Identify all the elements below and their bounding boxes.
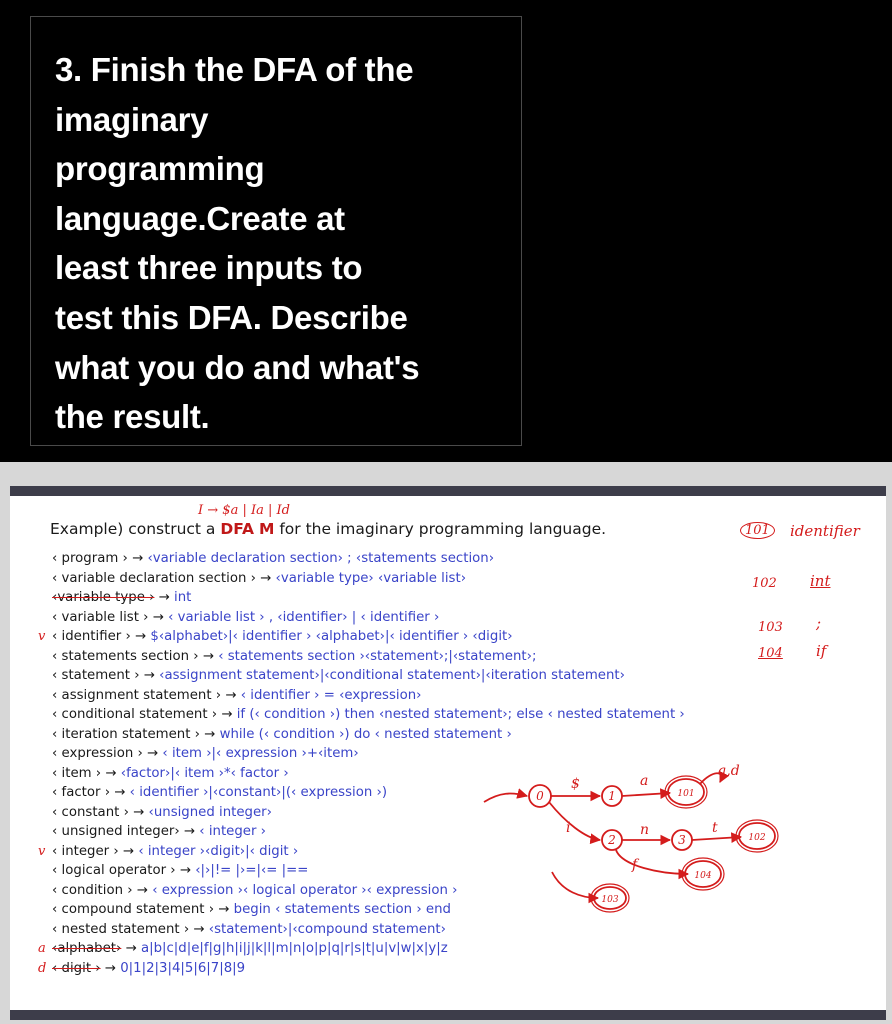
rule-lhs: ‹ integer › [52, 843, 119, 859]
rule-lhs: ‹ digit › [52, 960, 101, 976]
dfa-state-label-3: 3 [678, 833, 686, 847]
dfa-edge-label-dollar: $ [571, 776, 580, 792]
token-code-101: 101 [740, 522, 775, 539]
rule-lhs: ‹ nested statement › [52, 921, 190, 937]
dfa-state-label-103: 103 [601, 895, 619, 905]
rule-lhs: ‹ constant › [52, 804, 129, 820]
rule-arrow: → [142, 746, 163, 761]
dfa-edge-1-101 [622, 793, 670, 796]
dfa-state-label-104: 104 [694, 871, 712, 881]
rule-lhs: ‹ factor › [52, 785, 111, 800]
rule-rhs: ‹statement›|‹compound statement› [208, 921, 446, 937]
dfa-state-label-101: 101 [677, 789, 695, 799]
token-word-semicolon: ; [816, 614, 822, 632]
question-line: test this DFA. Describe [55, 298, 408, 336]
rule-lhs: ‹ iteration statement › [52, 726, 200, 742]
dfa-edge-0-2 [549, 802, 600, 840]
dfa-edge-label-a: a [640, 773, 649, 789]
rule-lhs: ‹ program › [52, 551, 128, 566]
rule-arrow: → [199, 726, 220, 742]
question-box [30, 16, 522, 446]
rule-lhs: ‹ item › [52, 765, 102, 781]
rule-lhs: ‹ variable declaration section › [52, 570, 256, 586]
rule-lhs: ‹ statement › [52, 668, 140, 683]
rule-arrow: → [154, 590, 175, 605]
token-code-104: 104 [758, 646, 783, 661]
rule-lhs: ‹ statements section › [52, 648, 199, 664]
rule-rhs: ‹ statements section ›‹statement›;|‹statement›; [218, 648, 537, 664]
question-line: language.Create at [55, 199, 345, 237]
token-word-int: int [810, 572, 831, 590]
rule-arrow: → [255, 570, 276, 586]
rule-rhs: ‹variable type› ‹variable list› [275, 570, 467, 586]
rule-arrow: → [121, 941, 141, 956]
dfa-state-label-2: 2 [608, 833, 616, 847]
rule-rhs: ‹factor›|‹ item ›*‹ factor › [120, 765, 289, 781]
rule-arrow: → [127, 551, 148, 566]
dfa-edge-label-n: n [640, 822, 650, 838]
rule-rhs: a|b|c|d|e|f|g|h|i|j|k|l|m|n|o|p|q|r|s|t|u|v|w|x|y|z [140, 941, 448, 956]
handwritten-grammar-note: I → $a | Ia | Id [198, 503, 290, 518]
rule-arrow: → [130, 629, 151, 644]
rule-rhs: ‹ variable list › , ‹identifier› | ‹ identifier › [168, 609, 440, 625]
dfa-edge-label-f: f [632, 857, 638, 873]
rule-rhs: ‹assignment statement›|‹conditional statement›|‹iteration statement› [159, 668, 625, 683]
question-line: what you do and what's [55, 348, 420, 386]
rule-rhs: ‹variable declaration section› ; ‹statements section› [147, 551, 495, 566]
token-word-identifier: identifier [790, 522, 860, 540]
question-line: the result. [55, 398, 210, 436]
question-text [55, 45, 505, 442]
token-code-102: 102 [752, 576, 777, 591]
dfa-edge-label-t: t [712, 820, 718, 836]
rule-rhs: ‹ integer ›‹digit›|‹ digit › [138, 843, 299, 859]
question-line: least three inputs to [55, 249, 363, 287]
rule-mark: v [38, 843, 46, 859]
dfa-state-label-0: 0 [536, 789, 544, 803]
rule-rhs: $‹alphabet›|‹ identifier › ‹alphabet›|‹ identifier › ‹digit› [150, 629, 513, 644]
rule-rhs: ‹ item ›|‹ expression ›+‹item› [162, 746, 359, 761]
rule-lhs: ‹ unsigned integer› [52, 824, 180, 839]
rule-arrow: → [128, 804, 149, 820]
dfa-start-arrow [484, 794, 527, 802]
rule-arrow: → [175, 863, 196, 878]
token-code-103: 103 [758, 620, 783, 635]
rule-rhs: ‹ expression ›‹ logical operator ›‹ expression › [152, 882, 458, 898]
rule-arrow: → [148, 609, 169, 625]
heading-m: M [258, 520, 275, 538]
dfa-diagram [0, 462, 892, 1024]
rule-arrow: → [101, 765, 121, 781]
rule-lhs: ‹ expression › [52, 746, 143, 761]
rule-lhs: ‹alphabet› [52, 941, 122, 956]
rule-lhs: ‹variable type › [52, 590, 155, 605]
rule-arrow: → [132, 882, 153, 898]
rule-rhs: ‹ identifier ›|‹constant›|(‹ expression ›) [129, 785, 388, 800]
rule-mark: v [38, 629, 46, 644]
dfa-edge-label-i: i [566, 820, 571, 836]
rule-lhs: ‹ identifier › [52, 629, 131, 644]
rule-lhs: ‹ conditional statement › [52, 707, 218, 722]
rule-rhs: int [174, 590, 192, 605]
rule-arrow: → [118, 843, 139, 859]
rule-rhs: ‹ integer › [199, 824, 266, 839]
rule-mark: a [38, 941, 46, 956]
dfa-state-label-1: 1 [608, 789, 616, 803]
heading-dfa: DFA [220, 520, 255, 538]
rule-arrow: → [217, 707, 237, 722]
rule-arrow: → [189, 921, 209, 937]
rule-rhs: ‹|›|!= |›=|‹= |== [195, 863, 309, 878]
rule-arrow: → [110, 785, 130, 800]
question-line: imaginary [55, 100, 209, 138]
dfa-state-label-102: 102 [748, 833, 766, 843]
rule-lhs: ‹ logical operator › [52, 863, 176, 878]
rule-arrow: → [214, 902, 234, 917]
rule-arrow: → [179, 824, 200, 839]
rule-rhs: ‹ identifier › = ‹expression› [240, 687, 422, 703]
token-word-if: if [816, 642, 827, 660]
heading-prefix: Example) construct a [50, 520, 221, 538]
rule-rhs: begin ‹ statements section › end [233, 902, 451, 917]
rule-arrow: → [221, 687, 241, 703]
rule-rhs: ‹unsigned integer› [148, 804, 272, 820]
dfa-edge-2-104 [616, 850, 688, 874]
rule-rhs: 0|1|2|3|4|5|6|7|8|9 [120, 960, 246, 976]
rule-rhs: while (‹ condition ›) do ‹ nested statement › [219, 726, 512, 742]
rule-arrow: → [139, 668, 160, 683]
rule-mark: d [38, 960, 47, 976]
rule-lhs: ‹ condition › [52, 882, 133, 898]
rule-lhs: ‹ assignment statement › [52, 687, 222, 703]
rule-lhs: ‹ compound statement › [52, 902, 215, 917]
question-line: programming [55, 150, 265, 188]
rule-arrow: → [198, 648, 219, 664]
heading-suffix: for the imaginary programming language. [274, 520, 607, 538]
dfa-edge-label-ad: a,d [718, 763, 740, 779]
question-panel [0, 0, 892, 462]
rule-arrow: → [100, 960, 121, 976]
worksheet-image [0, 462, 892, 1024]
rule-rhs: if (‹ condition ›) then ‹nested statement›; else ‹ nested statement › [236, 707, 685, 722]
question-line: 3. Finish the DFA of the [55, 51, 414, 88]
dfa-edge-3-102 [692, 837, 741, 840]
rule-lhs: ‹ variable list › [52, 609, 149, 625]
